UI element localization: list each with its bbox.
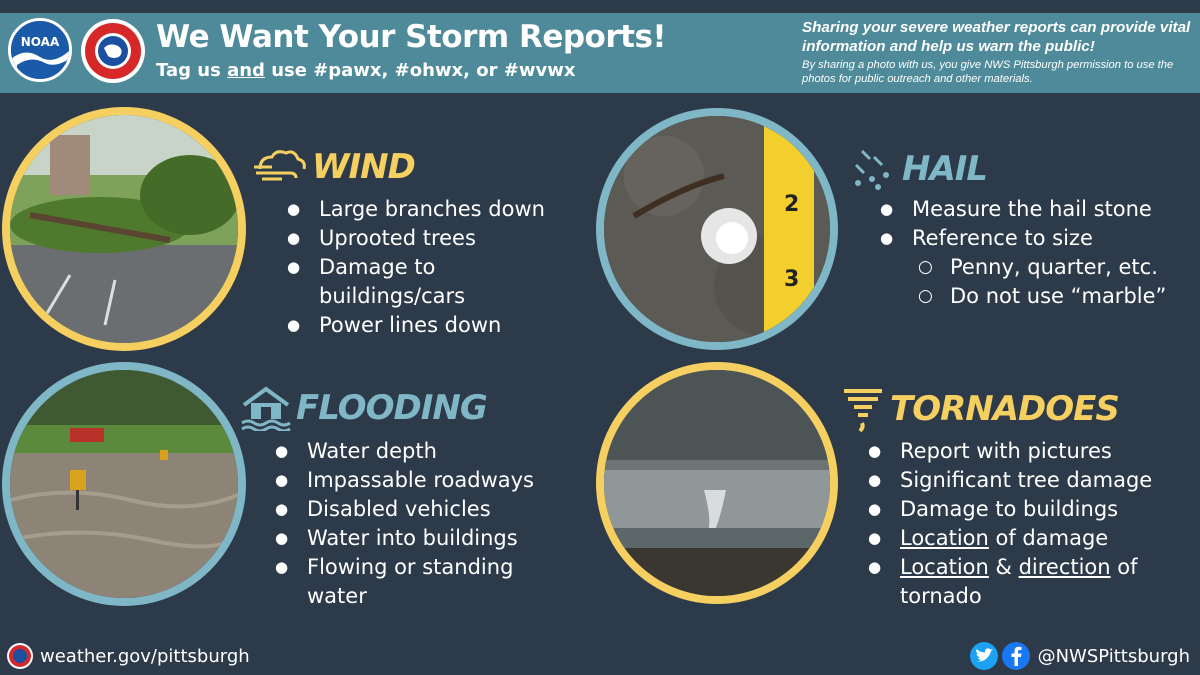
wind-list bbox=[285, 195, 545, 340]
list-item: ● Disabled vehicles bbox=[273, 495, 534, 524]
location-underlined: Location bbox=[900, 555, 989, 579]
tagline-pre: Tag us bbox=[156, 60, 228, 81]
tagline-post: use #pawx, #ohwx, or #wvwx bbox=[264, 60, 576, 81]
list-item bbox=[866, 553, 1152, 582]
list-item-continuation: water bbox=[307, 584, 367, 608]
location-mid: & bbox=[988, 555, 1019, 579]
notice-main: Sharing your severe weather reports can provide vital information and help us warn the public! bbox=[802, 19, 1191, 55]
hail-title: HAIL bbox=[902, 149, 988, 189]
hail-header bbox=[848, 147, 987, 191]
tornadoes-header bbox=[840, 385, 1119, 433]
hail-icon bbox=[848, 147, 898, 191]
list-item-continuation: buildings/cars bbox=[319, 284, 466, 308]
notice bbox=[802, 18, 1194, 86]
footer-social bbox=[970, 642, 1190, 670]
location-post: of bbox=[1110, 555, 1138, 579]
wind-icon bbox=[252, 147, 308, 187]
flooding-list bbox=[273, 437, 534, 611]
list-item: ● Flowing or standing bbox=[273, 553, 534, 582]
svg-text:3: 3 bbox=[784, 267, 800, 292]
list-item: ● Impassable roadways bbox=[273, 466, 534, 495]
tagline bbox=[156, 60, 575, 81]
facebook-icon[interactable] bbox=[1002, 642, 1030, 670]
flooding-title: FLOODING bbox=[296, 388, 487, 428]
direction-underlined: direction bbox=[1018, 555, 1111, 579]
list-subitem: ○ Do not use “marble” bbox=[878, 282, 1166, 311]
list-item: ● Large branches down bbox=[285, 195, 545, 224]
list-item: ● Reference to size bbox=[878, 224, 1166, 253]
wind-title: WIND bbox=[312, 147, 415, 187]
list-subitem: ○ Penny, quarter, etc. bbox=[878, 253, 1166, 282]
tornadoes-list bbox=[866, 437, 1152, 611]
list-item: ● Water into buildings bbox=[273, 524, 534, 553]
tornadoes-title: TORNADOES bbox=[890, 389, 1119, 429]
list-item bbox=[866, 524, 1152, 553]
svg-text:2: 2 bbox=[784, 192, 800, 217]
list-item: ● Significant tree damage bbox=[866, 466, 1152, 495]
noaa-logo bbox=[8, 18, 72, 82]
footer-website bbox=[6, 642, 250, 670]
wind-header bbox=[252, 147, 415, 187]
location-post: of damage bbox=[988, 526, 1109, 550]
social-handle[interactable]: @NWSPittsburgh bbox=[1037, 645, 1190, 667]
wind-photo bbox=[2, 107, 246, 351]
noaa-logo-text: NOAA bbox=[20, 35, 60, 49]
list-item: ● Water depth bbox=[273, 437, 534, 466]
list-item: ● Damage to buildings bbox=[866, 495, 1152, 524]
flooding-photo bbox=[2, 362, 246, 606]
nws-logo bbox=[80, 18, 146, 84]
tornado-photo bbox=[596, 362, 838, 604]
list-item-continuation: tornado bbox=[900, 584, 982, 608]
list-item: ● Measure the hail stone bbox=[878, 195, 1166, 224]
list-item: ● Power lines down bbox=[285, 311, 545, 340]
list-item: ● Uprooted trees bbox=[285, 224, 545, 253]
website-link[interactable]: weather.gov/pittsburgh bbox=[40, 645, 250, 667]
nws-small-logo bbox=[6, 642, 34, 670]
list-item: ● Damage to bbox=[285, 253, 545, 282]
tagline-and: and bbox=[227, 60, 265, 81]
location-underlined: Location bbox=[900, 526, 989, 550]
page-title: We Want Your Storm Reports! bbox=[156, 19, 667, 55]
flooding-header bbox=[240, 385, 487, 431]
flooded-house-icon bbox=[240, 385, 292, 431]
twitter-icon[interactable] bbox=[970, 642, 998, 670]
hail-list bbox=[878, 195, 1166, 311]
list-item: ● Report with pictures bbox=[866, 437, 1152, 466]
tornado-icon bbox=[840, 385, 886, 433]
notice-sub: By sharing a photo with us, you give NWS Pittsburgh permission to use the photos for public outreach and other materials. bbox=[802, 59, 1174, 85]
hail-photo bbox=[596, 108, 838, 350]
